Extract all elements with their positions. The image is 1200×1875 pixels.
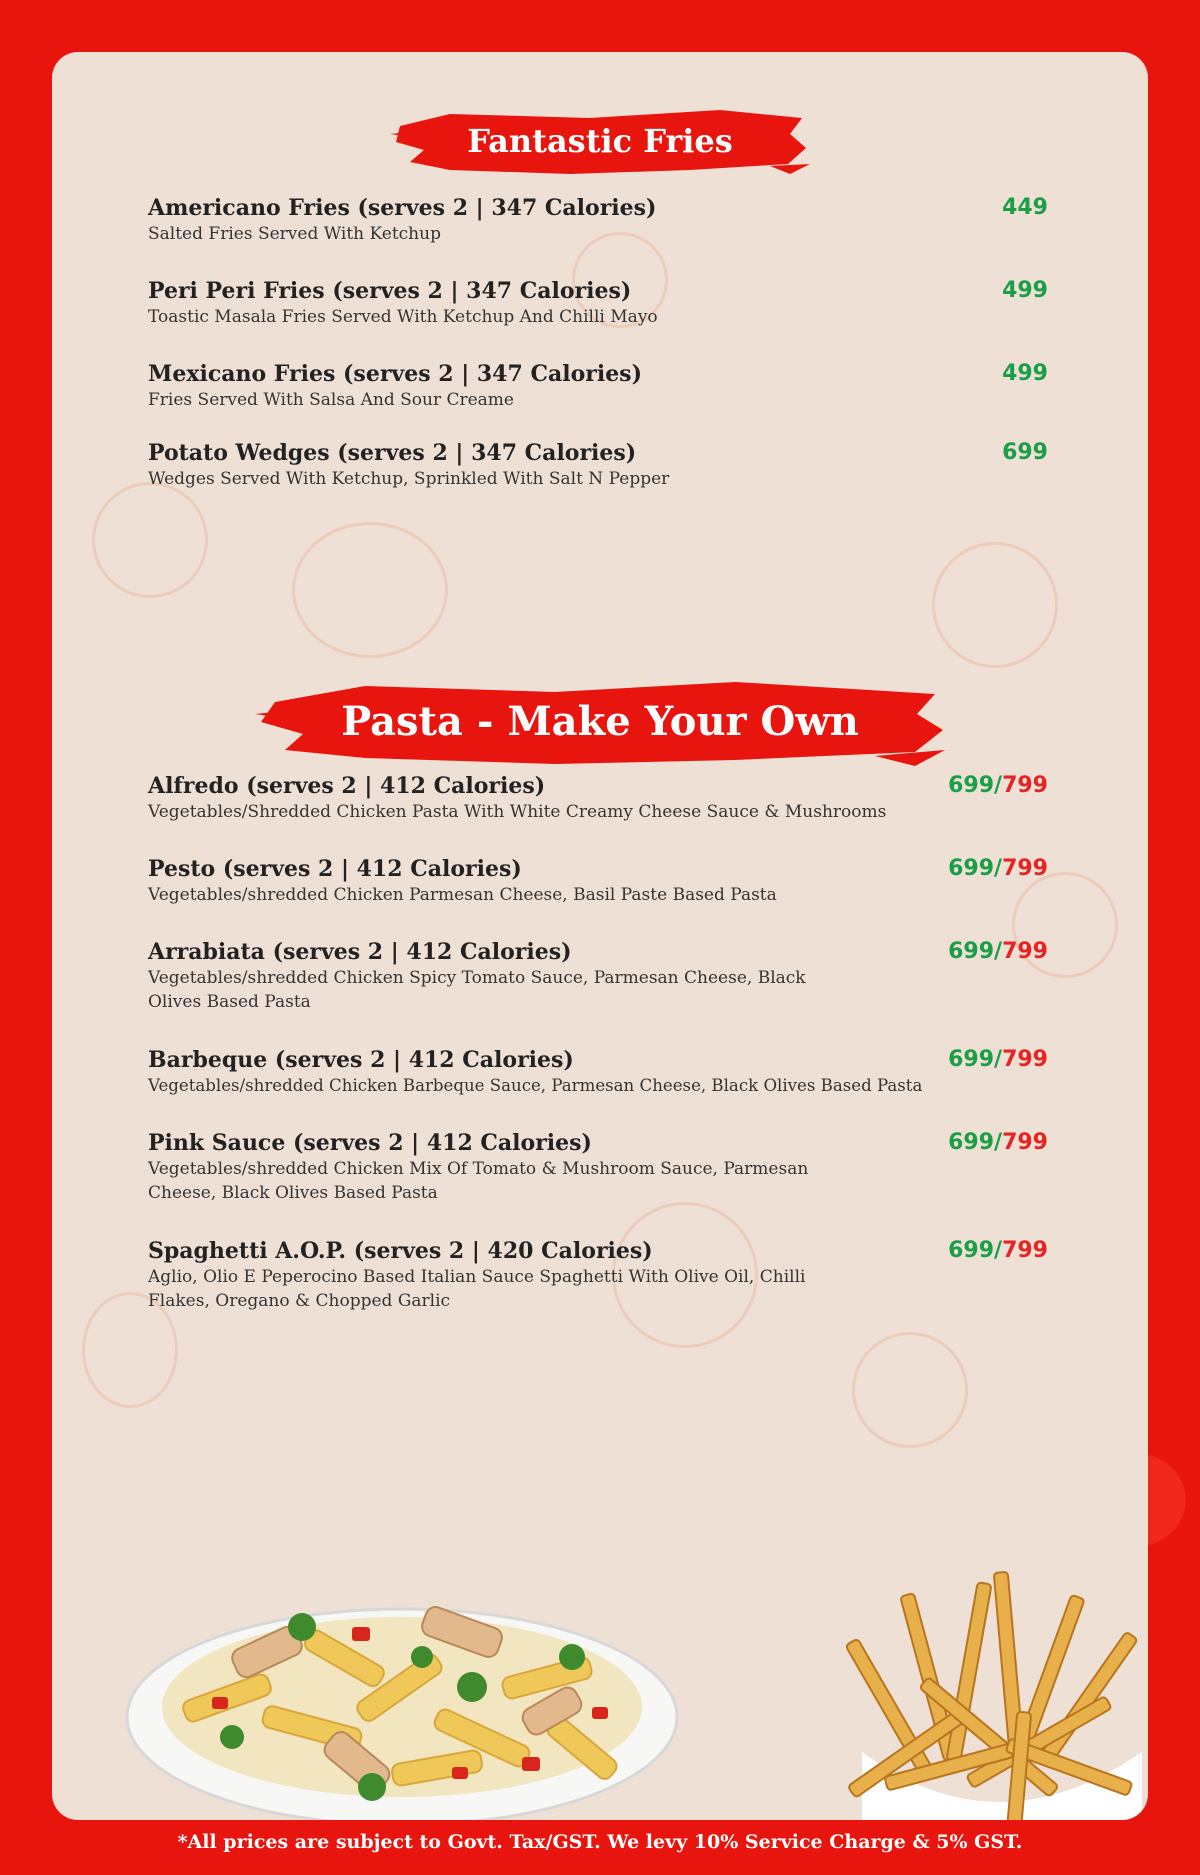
menu-item [148,772,1048,824]
item-name: Spaghetti A.O.P. (serves 2 | 420 Calories) [148,1238,653,1264]
footer-tax-note: *All prices are subject to Govt. Tax/GST. We levy 10% Service Charge & 5% GST. [177,1831,1023,1853]
item-name: Alfredo (serves 2 | 412 Calories) [148,773,546,799]
price-chicken: 799 [1002,1130,1048,1155]
menu-item [148,194,1048,246]
menu-item [148,360,1048,412]
item-price [948,855,1048,883]
fries-section-title [390,104,810,178]
menu-item [148,1129,1048,1205]
menu-item [148,855,1048,907]
item-price [948,1237,1048,1265]
item-price: 499 [1002,361,1048,386]
menu-item [148,938,1048,1014]
menu-item [148,439,1048,491]
price-chicken: 799 [1002,939,1048,964]
item-name: Americano Fries (serves 2 | 347 Calories) [148,195,657,221]
doodle-decoration [292,522,448,658]
price-chicken: 799 [1002,1238,1048,1263]
item-price [948,938,1048,966]
price-separator: / [994,773,1003,798]
item-name: Potato Wedges (serves 2 | 347 Calories) [148,440,637,466]
item-name: Barbeque (serves 2 | 412 Calories) [148,1047,574,1073]
item-description: Wedges Served With Ketchup, Sprinkled With Salt N Pepper [148,469,670,489]
price-veg: 699 [948,1238,995,1263]
menu-item [148,277,1048,329]
item-description: Vegetables/shredded Chicken Parmesan Cheese, Basil Paste Based Pasta [148,885,777,905]
item-description: Vegetables/shredded Chicken Spicy Tomato Sauce, Parmesan Cheese, Black Olives Based Pasta [148,968,806,1012]
price-separator: / [994,1047,1003,1072]
section-title-text: Pasta - Make Your Own [341,697,859,745]
price-veg: 699 [948,1130,995,1155]
price-chicken: 799 [1002,773,1048,798]
price-chicken: 799 [1002,1047,1048,1072]
item-description: Salted Fries Served With Ketchup [148,224,441,244]
menu-item [148,1237,1048,1313]
doodle-decoration [852,1332,968,1448]
section-title-text: Fantastic Fries [467,122,733,160]
item-price: 449 [1002,195,1048,220]
item-description: Vegetables/Shredded Chicken Pasta With White Creamy Cheese Sauce & Mushrooms [148,802,887,822]
menu-item [148,1046,1048,1098]
item-price [948,1046,1048,1074]
item-price [948,772,1048,800]
item-price [948,1129,1048,1157]
price-veg: 699 [948,939,995,964]
price-chicken: 799 [1002,856,1048,881]
item-description: Vegetables/shredded Chicken Mix Of Tomato & Mushroom Sauce, Parmesan Cheese, Black Olives Based Pasta [148,1159,809,1203]
price-separator: / [994,1130,1003,1155]
menu-panel [52,52,1148,1820]
item-name: Peri Peri Fries (serves 2 | 347 Calories) [148,278,632,304]
item-price: 699 [1002,440,1048,465]
pasta-section-title [255,674,945,768]
pasta-plate-image [122,1557,682,1820]
price-veg: 699 [948,856,995,881]
price-veg: 699 [948,1047,995,1072]
item-name: Pink Sauce (serves 2 | 412 Calories) [148,1130,592,1156]
item-price: 499 [1002,278,1048,303]
fries-bowl-image [842,1552,1148,1820]
item-description: Toastic Masala Fries Served With Ketchup And Chilli Mayo [148,307,658,327]
item-description: Vegetables/shredded Chicken Barbeque Sauce, Parmesan Cheese, Black Olives Based Pasta [148,1076,923,1095]
doodle-decoration [92,482,208,598]
item-description: Aglio, Olio E Peperocino Based Italian Sauce Spaghetti With Olive Oil, Chilli Flakes, Oregano & Chopped Garlic [148,1267,806,1311]
price-separator: / [994,1238,1003,1263]
price-separator: / [994,856,1003,881]
price-veg: 699 [948,773,995,798]
item-name: Mexicano Fries (serves 2 | 347 Calories) [148,361,642,387]
item-name: Pesto (serves 2 | 412 Calories) [148,856,522,882]
price-separator: / [994,939,1003,964]
item-description: Fries Served With Salsa And Sour Creame [148,390,514,410]
doodle-decoration [932,542,1058,668]
item-name: Arrabiata (serves 2 | 412 Calories) [148,939,572,965]
